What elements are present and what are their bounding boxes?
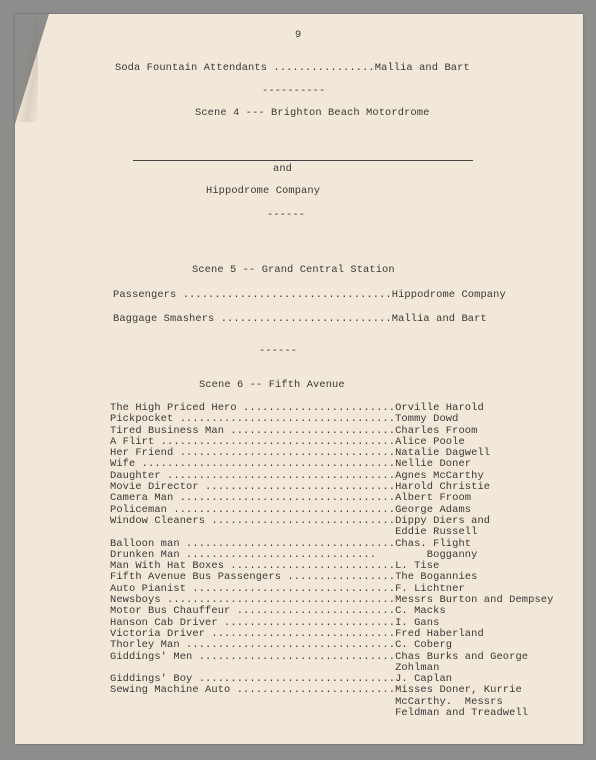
scene-5-heading: Scene 5 -- Grand Central Station	[192, 264, 395, 276]
cast-line: Balloon man .................................Chas. Flight	[110, 537, 472, 550]
cast-line: Daughter ....................................Agnes McCarthy	[110, 469, 484, 482]
cast-line: A Flirt .....................................Alice Poole	[110, 435, 465, 448]
cast-line: Wife ........................................Nellie Doner	[110, 458, 472, 471]
cast-line: Movie Director ..............................Harold Christie	[110, 481, 491, 494]
scene-6-heading: Scene 6 -- Fifth Avenue	[199, 379, 345, 391]
cast-line: Newsboys ....................................Messrs Burton and Dempsey	[110, 594, 554, 607]
and-text: and	[273, 163, 293, 175]
cast-line: McCarthy. Messrs	[110, 695, 503, 708]
divider-dashes: ----------	[262, 85, 326, 97]
cast-line: Drunken Man .............................. Bogganny	[110, 548, 478, 561]
cast-line: Giddings' Boy ...............................J. Caplan	[110, 673, 453, 686]
cast-line: Tired Business Man ..........................Charles Froom	[110, 424, 478, 437]
cast-line: Hanson Cab Driver ...........................I. Gans	[110, 616, 440, 629]
cast-line: Eddie Russell	[110, 526, 478, 539]
passengers-line: Passengers .................................Hippodrome Company	[113, 289, 506, 301]
soda-fountain-line: Soda Fountain Attendants ................Mallia and Bart	[115, 62, 470, 74]
cast-list	[110, 403, 553, 719]
page-number: 9	[295, 29, 302, 41]
cast-line: Feldman and Treadwell	[110, 707, 529, 720]
cast-line: Thorley Man .................................C. Coberg	[110, 639, 453, 652]
cast-line: Sewing Machine Auto .........................Misses Doner, Kurrie	[110, 684, 522, 697]
horizontal-rule	[133, 160, 473, 161]
baggage-smashers-line: Baggage Smashers ...........................Mallia and Bart	[113, 313, 487, 325]
cast-line: Zohlman	[110, 661, 440, 674]
divider-dashes: ------	[267, 209, 306, 221]
cast-line: Giddings' Men ...............................Chas Burks and George	[110, 650, 529, 663]
cast-line: Camera Man ..................................Albert Froom	[110, 492, 472, 505]
cast-line: Policeman ...................................George Adams	[110, 503, 472, 516]
hippodrome-company-text: Hippodrome Company	[206, 185, 321, 197]
divider-dashes: ------	[259, 345, 298, 357]
cast-line: Auto Pianist ................................F. Lichtner	[110, 582, 465, 595]
cast-line: Motor Bus Chauffeur .........................C. Macks	[110, 605, 446, 618]
cast-line: Victoria Driver .............................Fred Haberland	[110, 627, 484, 640]
cast-line: Pickpocket ..................................Tommy Dowd	[110, 413, 459, 426]
fold-shadow	[18, 14, 38, 122]
cast-line: Window Cleaners .............................Dippy Diers and	[110, 514, 491, 527]
cast-line: Her Friend ..................................Natalie Dagwell	[110, 447, 491, 460]
cast-line: Man With Hat Boxes ..........................L. Tise	[110, 560, 440, 573]
cast-line: The High Priced Hero ........................Orville Harold	[110, 402, 484, 414]
cast-line: Fifth Avenue Bus Passengers .................The Bogannies	[110, 571, 478, 584]
scene-4-heading: Scene 4 --- Brighton Beach Motordrome	[195, 107, 430, 119]
